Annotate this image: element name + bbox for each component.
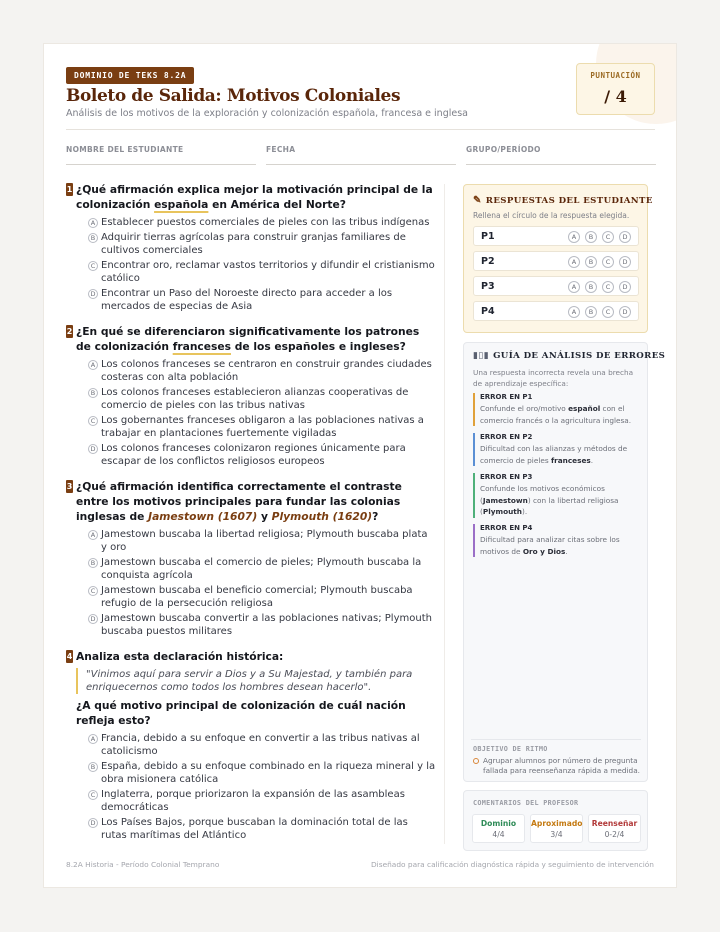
error-analysis-panel: [463, 342, 666, 782]
question-text: ¿Qué afirmación explica mejor la motivación principal de la colonización española en América del Norte?: [76, 183, 433, 211]
student-name-label: NOMBRE DEL ESTUDIANTE: [66, 145, 184, 154]
option-letter: C: [88, 586, 98, 596]
answer-bubble-d[interactable]: D: [619, 231, 631, 243]
jamestown-term: Jamestown (1607): [148, 510, 258, 523]
answer-bubble-c[interactable]: C: [602, 281, 614, 293]
option-b[interactable]: [88, 386, 436, 412]
option-b[interactable]: [88, 556, 436, 582]
option-letter: B: [88, 762, 98, 772]
mastery-box[interactable]: [472, 814, 525, 843]
approaching-value: 3/4: [550, 830, 563, 839]
error-item-p3: [473, 473, 641, 518]
student-name-field[interactable]: [66, 137, 256, 165]
option-b[interactable]: [88, 231, 436, 257]
answer-row-p1: [473, 226, 639, 246]
answer-row-label: P1: [481, 231, 495, 242]
option-d[interactable]: [88, 612, 436, 638]
error-description: Confunde el oro/motivo español con el comercio francés o la agricultura inglesa.: [480, 404, 632, 425]
answer-row-p4: [473, 301, 639, 321]
option-letter: C: [88, 416, 98, 426]
option-text: Los gobernantes franceses obligaron a las poblaciones nativas a trabajar en plantaciones fuertemente vigiladas: [101, 415, 424, 439]
pacing-objective-title: OBJETIVO DE RITMO: [473, 745, 548, 753]
option-text: Francia, debido a su enfoque en convertir a las tribus nativas al catolicismo: [101, 733, 420, 757]
objective-divider: [471, 739, 641, 740]
answer-bubble-d[interactable]: D: [619, 306, 631, 318]
answer-bubble-a[interactable]: A: [568, 281, 580, 293]
answer-bubble-b[interactable]: B: [585, 231, 597, 243]
question-1: [66, 182, 436, 313]
option-letter: B: [88, 558, 98, 568]
option-letter: C: [88, 261, 98, 271]
date-field[interactable]: [266, 137, 456, 165]
option-b[interactable]: [88, 760, 436, 786]
question-3: [66, 479, 436, 638]
answer-bubble-a[interactable]: A: [568, 256, 580, 268]
answer-row-label: P3: [481, 281, 495, 292]
question-text: ¿En qué se diferenciaron significativamente los patrones de colonización franceses de los españoles e ingleses?: [76, 325, 420, 353]
column-divider: [444, 184, 445, 844]
error-description: Dificultad con las alianzas y métodos de comercio de pieles franceses.: [480, 444, 628, 465]
target-icon: [473, 758, 479, 764]
mastery-value: 4/4: [492, 830, 505, 839]
mastery-label: Dominio: [480, 819, 517, 828]
option-a[interactable]: [88, 216, 436, 229]
option-a[interactable]: [88, 528, 436, 554]
reteach-label: Reenseñar: [591, 819, 638, 828]
highlight-term: franceses: [172, 340, 231, 353]
option-c[interactable]: [88, 259, 436, 285]
option-text: Inglaterra, porque priorizaron la expansión de las asambleas democráticas: [101, 789, 405, 813]
option-text: Jamestown buscaba el comercio de pieles; Plymouth buscaba la conquista agrícola: [101, 557, 422, 581]
question-number: 3: [66, 482, 73, 491]
question-number: 4: [66, 652, 73, 661]
option-text: Adquirir tierras agrícolas para construir granjas familiares de cultivos comerciales: [101, 232, 406, 256]
error-heading: ERROR EN P4: [480, 524, 533, 532]
option-letter: D: [88, 818, 98, 828]
answer-bubble-b[interactable]: B: [585, 281, 597, 293]
exit-ticket-sheet: [43, 43, 677, 888]
option-d[interactable]: [88, 442, 436, 468]
option-text: Establecer puestos comerciales de pieles con las tribus indígenas: [101, 217, 430, 228]
pencil-icon: ✎: [473, 195, 482, 206]
option-c[interactable]: [88, 414, 436, 440]
option-text: España, debido a su enfoque combinado en la riqueza mineral y la obra misionera católica: [101, 761, 436, 785]
answer-bubble-d[interactable]: D: [619, 256, 631, 268]
option-a[interactable]: [88, 358, 436, 384]
plymouth-term: Plymouth (1620): [271, 510, 373, 523]
pacing-objective-text: Agrupar alumnos por número de pregunta fallada para reenseñanza rápida a medida.: [483, 756, 640, 775]
answer-row-p3: [473, 276, 639, 296]
option-c[interactable]: [88, 584, 436, 610]
score-label: PUNTUACIÓN: [590, 71, 641, 80]
historical-quote: "Vinimos aquí para servir a Dios y a Su Majestad, y también para enriquecernos como todos los hombres desean hacerlo".: [76, 668, 436, 694]
student-answers-panel: [463, 184, 653, 333]
option-text: Encontrar un Paso del Noroeste directo para acceder a los mercados de especias de Asia: [101, 288, 393, 312]
error-heading: ERROR EN P1: [480, 393, 533, 401]
answer-bubble-d[interactable]: D: [619, 281, 631, 293]
pacing-objective: [473, 756, 643, 776]
error-heading: ERROR EN P2: [480, 433, 533, 441]
approaching-box[interactable]: [530, 814, 583, 843]
question-text: Analiza esta declaración histórica:: [76, 650, 284, 663]
group-period-field[interactable]: [466, 137, 656, 165]
option-letter: A: [88, 360, 98, 370]
reteach-box[interactable]: [588, 814, 641, 843]
error-description: Confunde los motivos económicos (Jamestown) con la libertad religiosa (Plymouth).: [480, 484, 619, 516]
page-subtitle: Análisis de los motivos de la exploración y colonización española, francesa e inglesa: [66, 108, 468, 119]
highlight-term: española: [154, 198, 209, 211]
option-text: Los colonos franceses colonizaron regiones únicamente para escapar de los conflictos religiosos europeos: [101, 443, 406, 467]
option-d[interactable]: [88, 287, 436, 313]
option-a[interactable]: [88, 732, 436, 758]
bar-chart-icon: ▮▯▮: [473, 351, 490, 361]
option-letter: D: [88, 614, 98, 624]
date-label: FECHA: [266, 145, 296, 154]
answer-bubble-c[interactable]: C: [602, 256, 614, 268]
error-guide-intro: Una respuesta incorrecta revela una brecha de aprendizaje específica:: [473, 368, 634, 388]
option-letter: D: [88, 289, 98, 299]
error-item-p4: [473, 524, 641, 557]
option-text: Jamestown buscaba convertir a las poblaciones nativas; Plymouth buscaba puestos militares: [101, 613, 432, 637]
question-2: [66, 324, 436, 468]
option-letter: B: [88, 233, 98, 243]
header-divider: [66, 129, 655, 130]
answer-bubble-b[interactable]: B: [585, 306, 597, 318]
teks-badge: DOMINIO DE TEKS 8.2A: [66, 67, 194, 84]
teacher-comments-title: COMENTARIOS DEL PROFESOR: [473, 799, 579, 807]
answer-row-label: P4: [481, 306, 495, 317]
group-period-label: GRUPO/PERÍODO: [466, 145, 541, 154]
option-text: Los colonos franceses se centraron en construir grandes ciudades costeras con alta población: [101, 359, 432, 383]
option-text: Encontrar oro, reclamar vastos territorios y difundir el cristianismo católico: [101, 260, 435, 284]
error-description: Dificultad para analizar citas sobre los motivos de Oro y Dios.: [480, 535, 620, 556]
option-d[interactable]: [88, 816, 436, 842]
question-number: 1: [66, 185, 73, 194]
error-heading: ERROR EN P3: [480, 473, 533, 481]
answers-title: ✎ RESPUESTAS DEL ESTUDIANTE: [473, 195, 653, 206]
question-4: [66, 649, 436, 842]
option-letter: A: [88, 218, 98, 228]
option-letter: B: [88, 388, 98, 398]
questions-column: [66, 182, 436, 853]
option-letter: A: [88, 530, 98, 540]
answer-row-label: P2: [481, 256, 495, 267]
question-number: 2: [66, 327, 73, 336]
score-box: [576, 63, 655, 115]
answers-instructions: Rellena el círculo de la respuesta elegida.: [473, 211, 630, 220]
question-4-prompt: ¿A qué motivo principal de colonización de cuál nación refleja esto?: [76, 699, 406, 727]
option-text: Jamestown buscaba el beneficio comercial; Plymouth buscaba refugio de la persecución religiosa: [101, 585, 413, 609]
answer-bubble-a[interactable]: A: [568, 306, 580, 318]
reteach-value: 0-2/4: [604, 830, 625, 839]
page-title: Boleto de Salida: Motivos Coloniales: [66, 86, 401, 106]
answer-bubble-c[interactable]: C: [602, 306, 614, 318]
footer-left: 8.2A Historia - Período Colonial Temprano: [66, 860, 220, 869]
option-text: Los Países Bajos, porque buscaban la dominación total de las rutas marítimas del Atlántico: [101, 817, 408, 841]
answer-row-p2: [473, 251, 639, 271]
option-text: Los colonos franceses establecieron alianzas cooperativas de comercio de pieles con las tribus nativas: [101, 387, 409, 411]
score-value: / 4: [604, 87, 627, 106]
question-text: ¿Qué afirmación identifica correctamente el contraste entre los motivos principales para fundar las colonias inglesas de Jamestown (1607) y Plymouth (1620)?: [76, 480, 402, 523]
footer-right: Diseñado para calificación diagnóstica rápida y seguimiento de intervención: [370, 860, 654, 869]
option-letter: C: [88, 790, 98, 800]
error-guide-title: ▮▯▮ GUÍA DE ANÁLISIS DE ERRORES: [473, 351, 666, 361]
approaching-label: Aproximado: [531, 819, 583, 828]
option-letter: A: [88, 734, 98, 744]
option-text: Jamestown buscaba la libertad religiosa; Plymouth buscaba plata y oro: [101, 529, 428, 553]
error-item-p1: [473, 393, 641, 426]
option-letter: D: [88, 444, 98, 454]
answer-bubble-b[interactable]: B: [585, 256, 597, 268]
answer-bubble-c[interactable]: C: [602, 231, 614, 243]
answer-bubble-a[interactable]: A: [568, 231, 580, 243]
option-c[interactable]: [88, 788, 436, 814]
error-item-p2: [473, 433, 641, 466]
teacher-comments-panel: [463, 790, 648, 851]
